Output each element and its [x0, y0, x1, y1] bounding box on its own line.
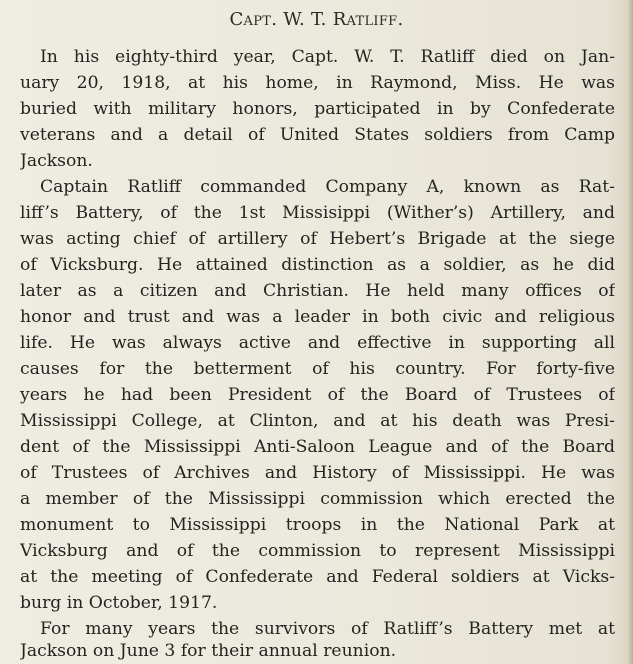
paragraph-2-line-4: of Vicksburg. He attained distinction as a soldier, as he did [20, 255, 615, 275]
paragraph-2-line-17: burg in October, 1917. [20, 593, 218, 613]
paragraph-1-line-5: Jackson. [20, 151, 93, 171]
paragraph-1-line-4: veterans and a detail of United States soldiers from Camp [20, 125, 615, 145]
paragraph-1-line-1: In his eighty-third year, Capt. W. T. Ratliff died on Jan- [40, 47, 615, 67]
paragraph-2-line-10: Mississippi College, at Clinton, and at his death was Presi- [20, 411, 615, 431]
article-title-text: Capt. W. T. Ratliff. [229, 9, 404, 30]
paragraph-2-line-12: of Trustees of Archives and History of Mississippi. He was [20, 463, 615, 483]
paragraph-1-line-2: uary 20, 1918, at his home, in Raymond, Miss. He was [20, 73, 615, 93]
page-edge-shadow [628, 0, 633, 664]
paragraph-2-line-7: life. He was always active and effective in supporting all [20, 333, 615, 353]
article-title [0, 9, 633, 30]
paragraph-1-line-3: buried with military honors, participated in by Confederate [20, 99, 615, 119]
paragraph-2-line-16: at the meeting of Confederate and Federal soldiers at Vicks- [20, 567, 615, 587]
paragraph-2-line-13: a member of the Mississippi commission which erected the [20, 489, 615, 509]
paragraph-2-line-5: later as a citizen and Christian. He held many offices of [20, 281, 615, 301]
paragraph-2-line-9: years he had been President of the Board of Trustees of [20, 385, 615, 405]
paragraph-3-line-1: For many years the survivors of Ratliff’s Battery met at [40, 619, 615, 639]
paragraph-3-line-2: Jackson on June 3 for their annual reunion. [20, 641, 397, 661]
paragraph-2-line-3: was acting chief of artillery of Hebert’s Brigade at the siege [20, 229, 615, 249]
paragraph-2-line-15: Vicksburg and of the commission to represent Mississippi [20, 541, 615, 561]
paragraph-2-line-14: monument to Mississippi troops in the National Park at [20, 515, 615, 535]
paragraph-2-line-8: causes for the betterment of his country. For forty-five [20, 359, 615, 379]
paragraph-2-line-1: Captain Ratliff commanded Company A, known as Rat- [40, 177, 615, 197]
paragraph-2-line-6: honor and trust and was a leader in both civic and religious [20, 307, 615, 327]
paragraph-2-line-11: dent of the Mississippi Anti-Saloon League and of the Board [20, 437, 615, 457]
paragraph-2-line-2: liff’s Battery, of the 1st Missisippi (Wither’s) Artillery, and [20, 203, 615, 223]
